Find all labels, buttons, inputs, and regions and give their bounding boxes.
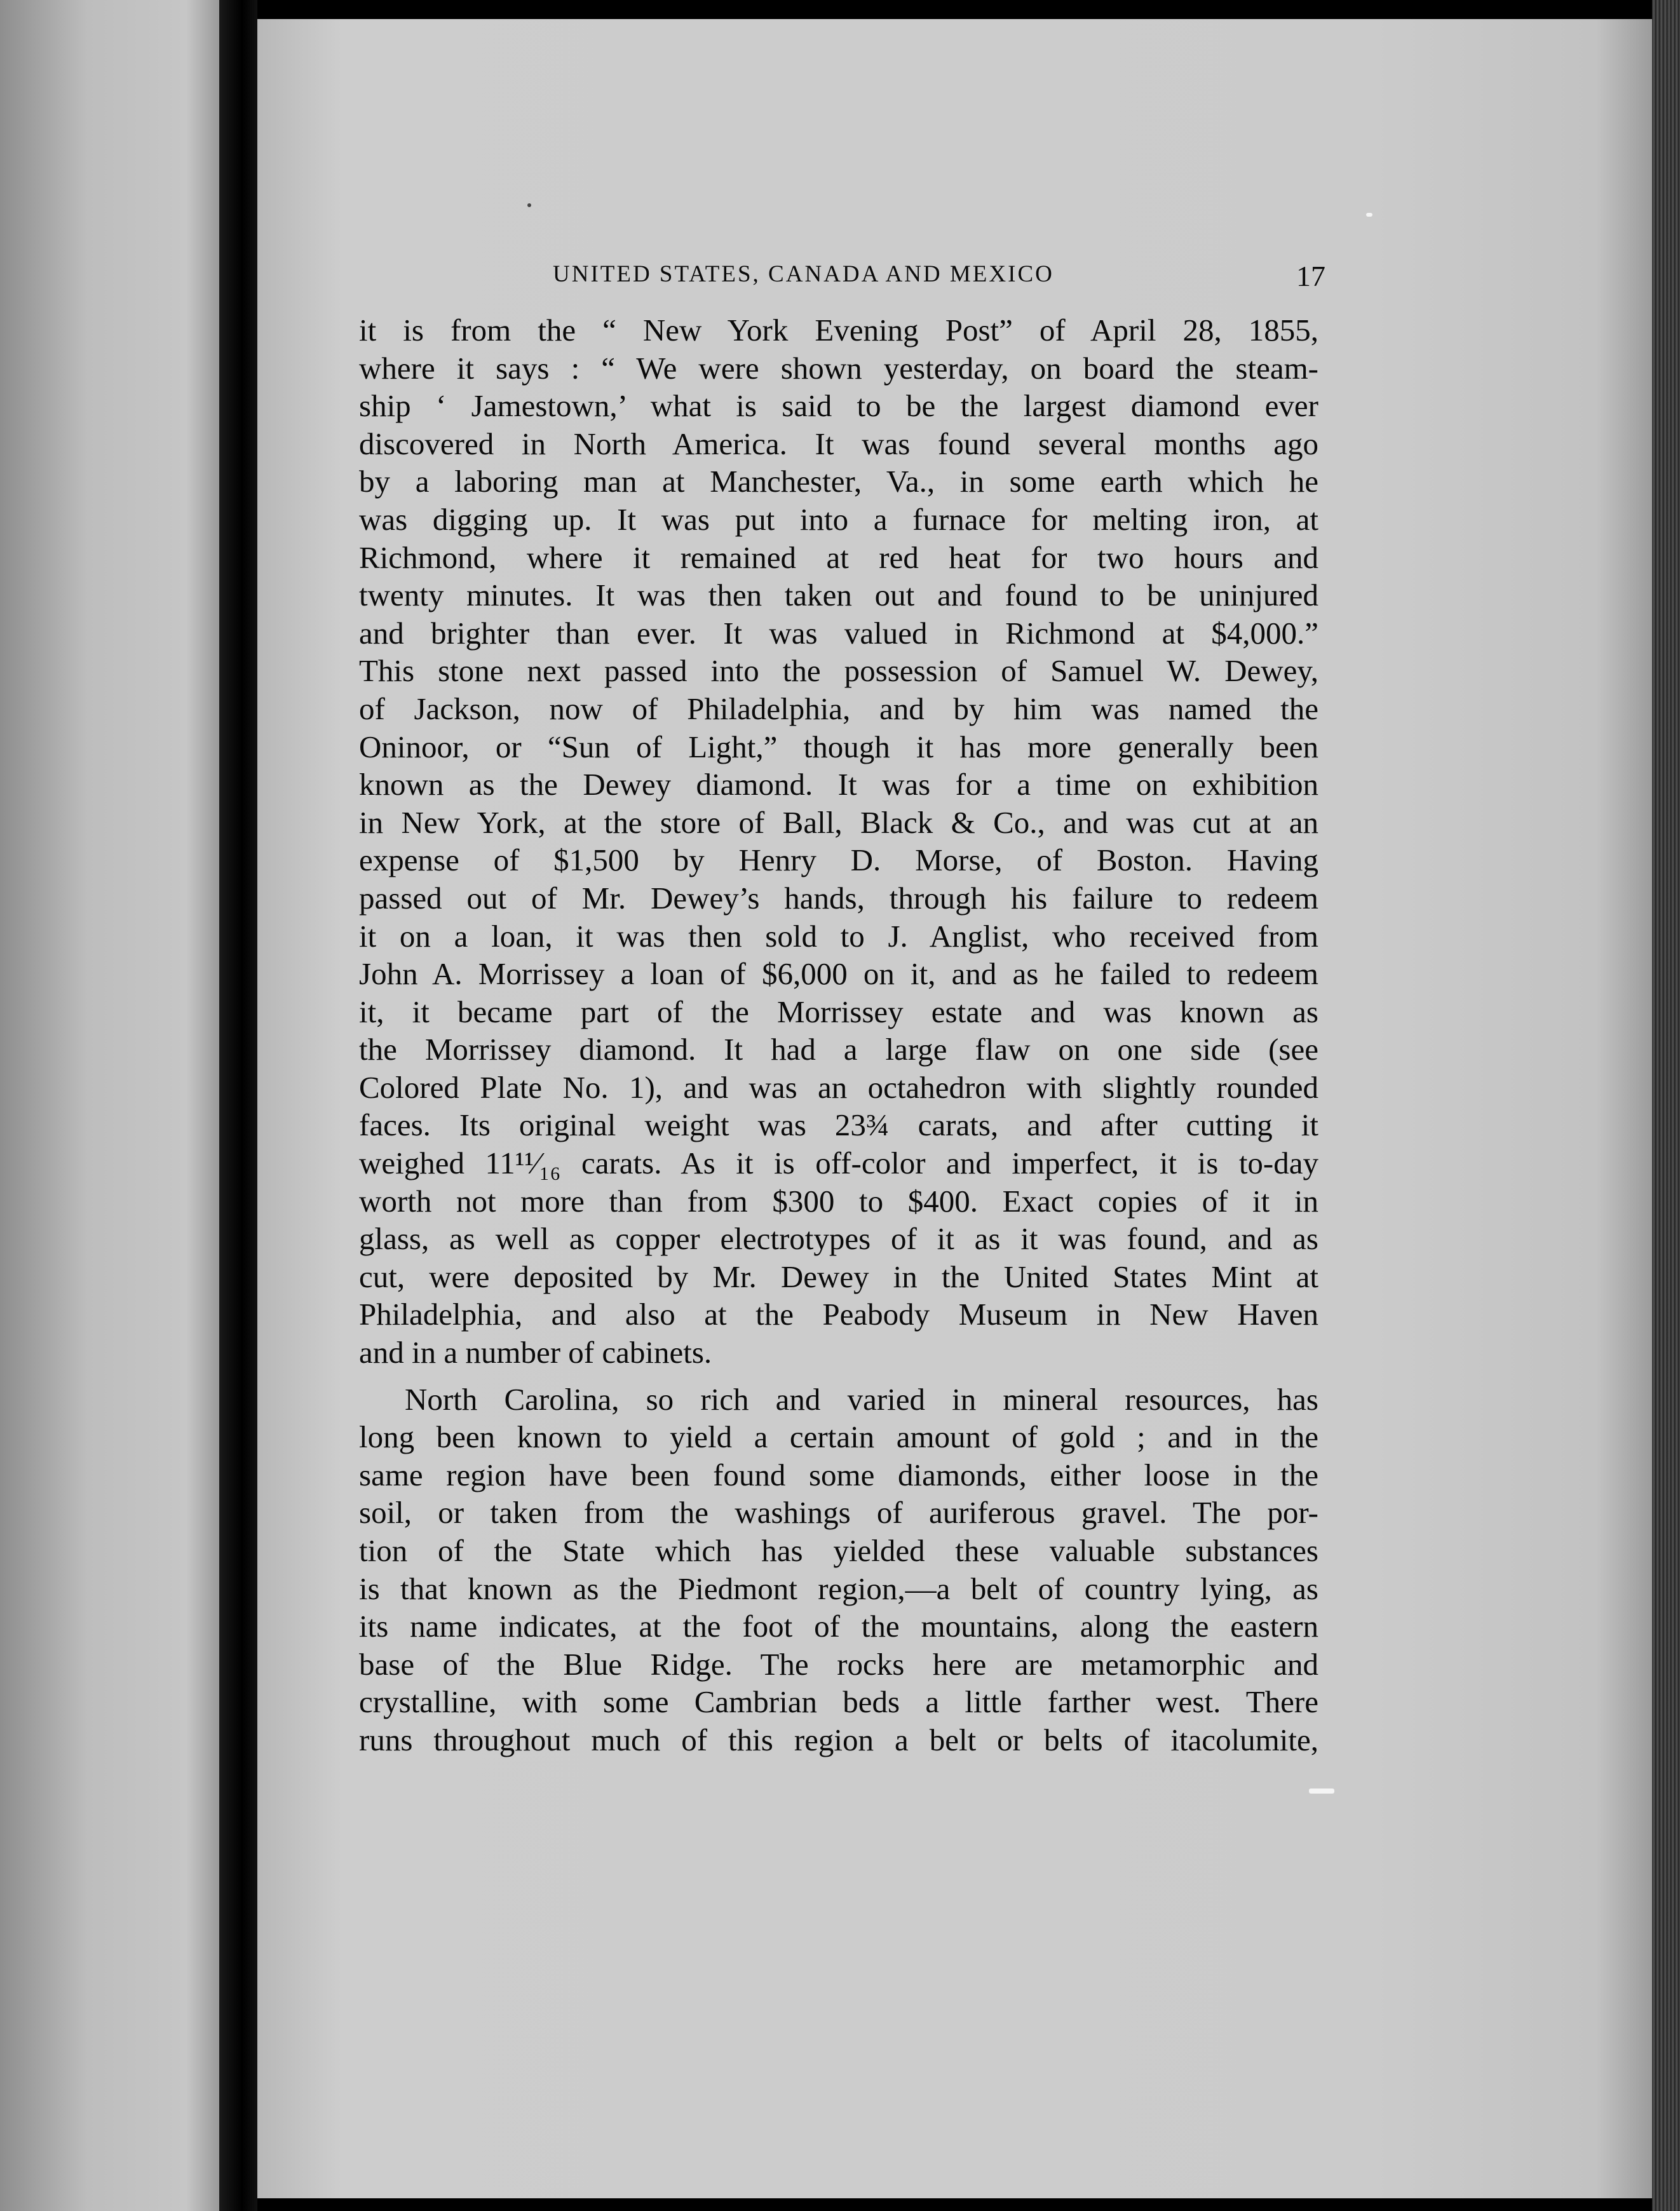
text-line: Colored Plate No. 1), and was an octahedron with slightly rounded <box>359 1069 1318 1105</box>
text-line: it, it became part of the Morrissey estate and was known as <box>359 994 1318 1029</box>
text-line: ship ‘ Jamestown,’ what is said to be the largest diamond ever <box>359 388 1318 424</box>
text-line: was digging up. It was put into a furnace for melting iron, at <box>359 501 1318 537</box>
text-line: worth not more than from $300 to $400. Exact copies of it in <box>359 1183 1318 1219</box>
body-text <box>359 311 1318 1759</box>
text-line: weighed 11¹¹⁄₁₆ carats. As it is off-color and imperfect, it is to-day <box>359 1146 1318 1181</box>
text-line: runs throughout much of this region a belt or belts of itacolumite, <box>359 1722 1318 1757</box>
text-line: twenty minutes. It was then taken out and found to be uninjured <box>359 578 1318 613</box>
paragraph-gap <box>359 1372 1318 1381</box>
text-line: glass, as well as copper electrotypes of it as it was found, and as <box>359 1221 1318 1257</box>
text-line: by a laboring man at Manchester, Va., in some earth which he <box>359 464 1318 499</box>
book-gutter <box>219 0 257 2211</box>
text-line: Philadelphia, and also at the Peabody Museum in New Haven <box>359 1297 1318 1332</box>
text-line: faces. Its original weight was 23¾ carats, and after cutting it <box>359 1107 1318 1143</box>
text-line: passed out of Mr. Dewey’s hands, through his failure to redeem <box>359 880 1318 916</box>
text-line: tion of the State which has yielded these valuable substances <box>359 1533 1318 1568</box>
text-line: Richmond, where it remained at red heat for two hours and <box>359 539 1318 575</box>
text-line: Oninoor, or “Sun of Light,” though it has more generally been <box>359 729 1318 764</box>
paragraph <box>359 1381 1318 1759</box>
text-line: of Jackson, now of Philadelphia, and by him was named the <box>359 691 1318 726</box>
text-line: is that known as the Piedmont region,—a belt of country lying, as <box>359 1571 1318 1606</box>
text-line: This stone next passed into the possession of Samuel W. Dewey, <box>359 653 1318 689</box>
page-number: 17 <box>1296 260 1325 292</box>
facing-page-edge <box>0 0 219 2211</box>
text-line: soil, or taken from the washings of auriferous gravel. The por- <box>359 1495 1318 1531</box>
text-line: where it says : “ We were shown yesterday, on board the steam- <box>359 350 1318 386</box>
text-line: it is from the “ New York Evening Post” of April 28, 1855, <box>359 313 1318 348</box>
text-line: John A. Morrissey a loan of $6,000 on it, and as he failed to redeem <box>359 956 1318 992</box>
page-stack-edge <box>1652 0 1680 2211</box>
text-line: known as the Dewey diamond. It was for a time on exhibition <box>359 767 1318 802</box>
text-line: discovered in North America. It was found several months ago <box>359 426 1318 461</box>
scan-speck <box>527 203 531 207</box>
text-line: North Carolina, so rich and varied in mineral resources, has <box>405 1381 1318 1417</box>
text-line: cut, were deposited by Mr. Dewey in the United States Mint at <box>359 1259 1318 1294</box>
text-line: long been known to yield a certain amount of gold ; and in the <box>359 1419 1318 1455</box>
text-line: in New York, at the store of Ball, Black & Co., and was cut at an <box>359 804 1318 840</box>
text-line: and brighter than ever. It was valued in Richmond at $4,000.” <box>359 615 1318 651</box>
text-line: same region have been found some diamonds, either loose in the <box>359 1457 1318 1492</box>
text-line: the Morrissey diamond. It had a large flaw on one side (see <box>359 1032 1318 1067</box>
scan-speck <box>1309 1788 1334 1794</box>
text-line: crystalline, with some Cambrian beds a little farther west. There <box>359 1684 1318 1720</box>
paragraph <box>359 311 1318 1372</box>
scan-speck <box>1366 213 1372 217</box>
text-line: expense of $1,500 by Henry D. Morse, of Boston. Having <box>359 842 1318 878</box>
text-line: it on a loan, it was then sold to J. Anglist, who received from <box>359 918 1318 954</box>
running-head: UNITED STATES, CANADA AND MEXICO <box>553 261 1054 287</box>
text-line: its name indicates, at the foot of the mountains, along the eastern <box>359 1609 1318 1644</box>
text-line: and in a number of cabinets. <box>359 1335 712 1370</box>
text-line: base of the Blue Ridge. The rocks here are metamorphic and <box>359 1646 1318 1682</box>
